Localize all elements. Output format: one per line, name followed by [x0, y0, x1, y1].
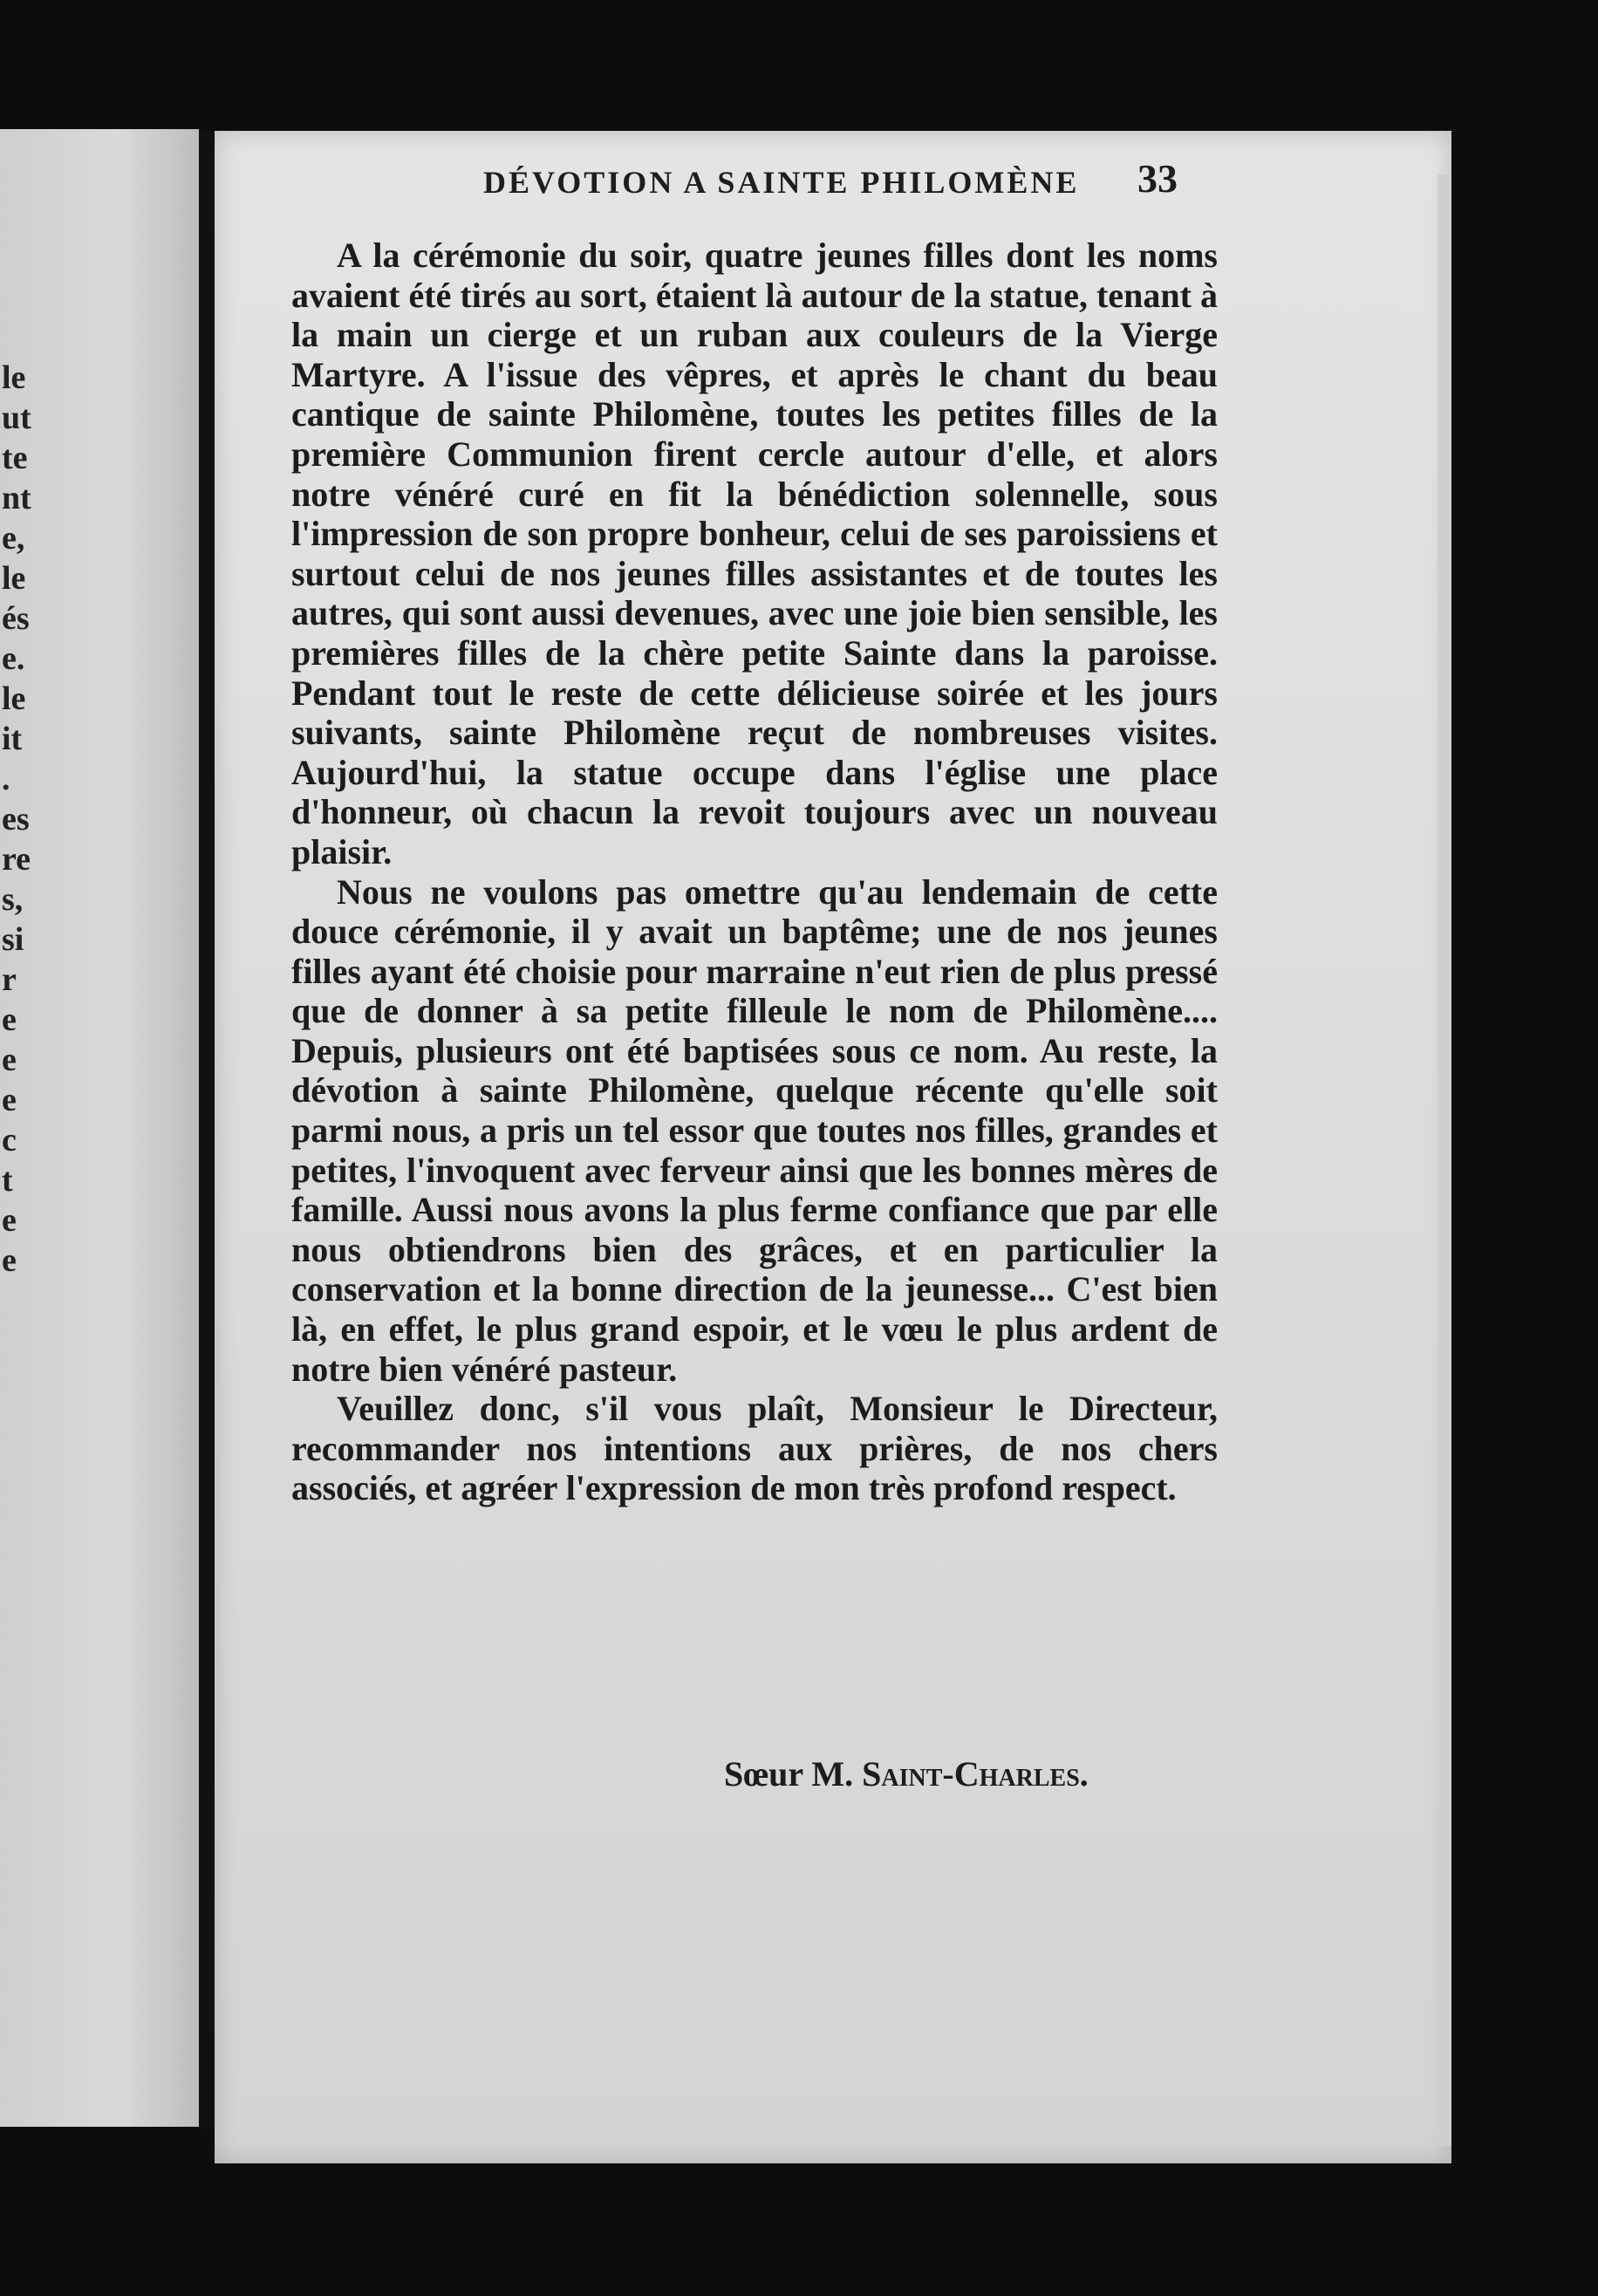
fragment-line: t — [2, 1162, 13, 1199]
page-number: 33 — [1137, 156, 1178, 201]
fragment-line: e — [2, 1242, 17, 1279]
body-text — [291, 236, 1218, 1508]
fragment-line: e, — [2, 520, 25, 557]
paragraph: A la cérémonie du soir, quatre jeunes filles dont les noms avaient été tirés au sort, étaient là autour de la statue, tenant à la main un cierge et un ruban aux couleurs de la Vierge Martyre. A l'issue des vêpres, et après le chant du beau cantique de sainte Philomène, toutes les petites filles de la première Communion firent cercle autour d'elle, et alors notre vénéré curé en fit la bénédiction solennelle, sous l'impression de son propre bonheur, celui de ses paroissiens et surtout celui de nos jeunes filles assistantes et de toutes les autres, qui sont aussi devenues, avec une joie bien sensible, les premières filles de la chère petite Sainte dans la paroisse. Pendant tout le reste de cette délicieuse soirée et les jours suivants, sainte Philomène reçut de nombreuses visites. Aujourd'hui, la statue occupe dans l'église une place d'honneur, où chacun la revoit toujours avec un nouveau plaisir. — [291, 236, 1218, 871]
fragment-line: és — [2, 600, 30, 637]
page-edge-shadow — [1438, 174, 1451, 2146]
signature-name: Saint-Charles. — [862, 1754, 1089, 1794]
signature — [724, 1753, 1089, 1794]
fragment-line: . — [2, 761, 10, 797]
previous-page-edge — [0, 129, 199, 2127]
fragment-line: si — [2, 921, 24, 958]
paragraph: Veuillez donc, s'il vous plaît, Monsieur le Directeur, recommander nos intentions aux prières, de nos chers associés, et agréer l'expression de mon très profond respect. — [291, 1389, 1218, 1508]
fragment-line: le — [2, 560, 26, 597]
fragment-line: it — [2, 721, 23, 757]
book-gutter — [199, 131, 215, 2129]
fragment-line: e — [2, 1202, 17, 1239]
fragment-line: nt — [2, 480, 31, 516]
running-head — [265, 155, 1207, 208]
fragment-line: ut — [2, 400, 31, 436]
fragment-line: es — [2, 801, 30, 837]
fragment-line: te — [2, 440, 28, 476]
paragraph: Nous ne voulons pas omettre qu'au lendemain de cette douce cérémonie, il y avait un baptême; une de nos jeunes filles ayant été choisie pour marraine n'eut rien de plus pressé que de donner à sa petite filleule le nom de Philomène.... Depuis, plusieurs ont été baptisées sous ce nom. Au reste, la dévotion à sainte Philomène, quelque récente qu'elle soit parmi nous, a pris un tel essor que toutes nos filles, grandes et petites, l'invoquent avec ferveur ainsi que les bonnes mères de famille. Aussi nous avons la plus ferme confiance que par elle nous obtiendrons bien des grâces, et en particulier la conservation et la bonne direction de la jeunesse... C'est bien là, en effet, le plus grand espoir, et le vœu le plus ardent de notre bien vénéré pasteur. — [291, 871, 1218, 1389]
previous-page-text-fragments — [0, 358, 199, 1281]
running-title: DÉVOTION A SAINTE PHILOMÈNE — [483, 165, 1080, 200]
fragment-line: re — [2, 841, 31, 878]
fragment-line: e. — [2, 640, 25, 677]
fragment-line: e — [2, 1001, 17, 1038]
signature-prefix: Sœur M. — [724, 1754, 854, 1794]
fragment-line: s, — [2, 881, 24, 918]
fragment-line: e — [2, 1082, 17, 1118]
fragment-line: c — [2, 1122, 17, 1158]
fragment-line: r — [2, 961, 17, 998]
fragment-line: le — [2, 359, 26, 396]
fragment-line: e — [2, 1042, 17, 1078]
fragment-line: le — [2, 680, 26, 717]
